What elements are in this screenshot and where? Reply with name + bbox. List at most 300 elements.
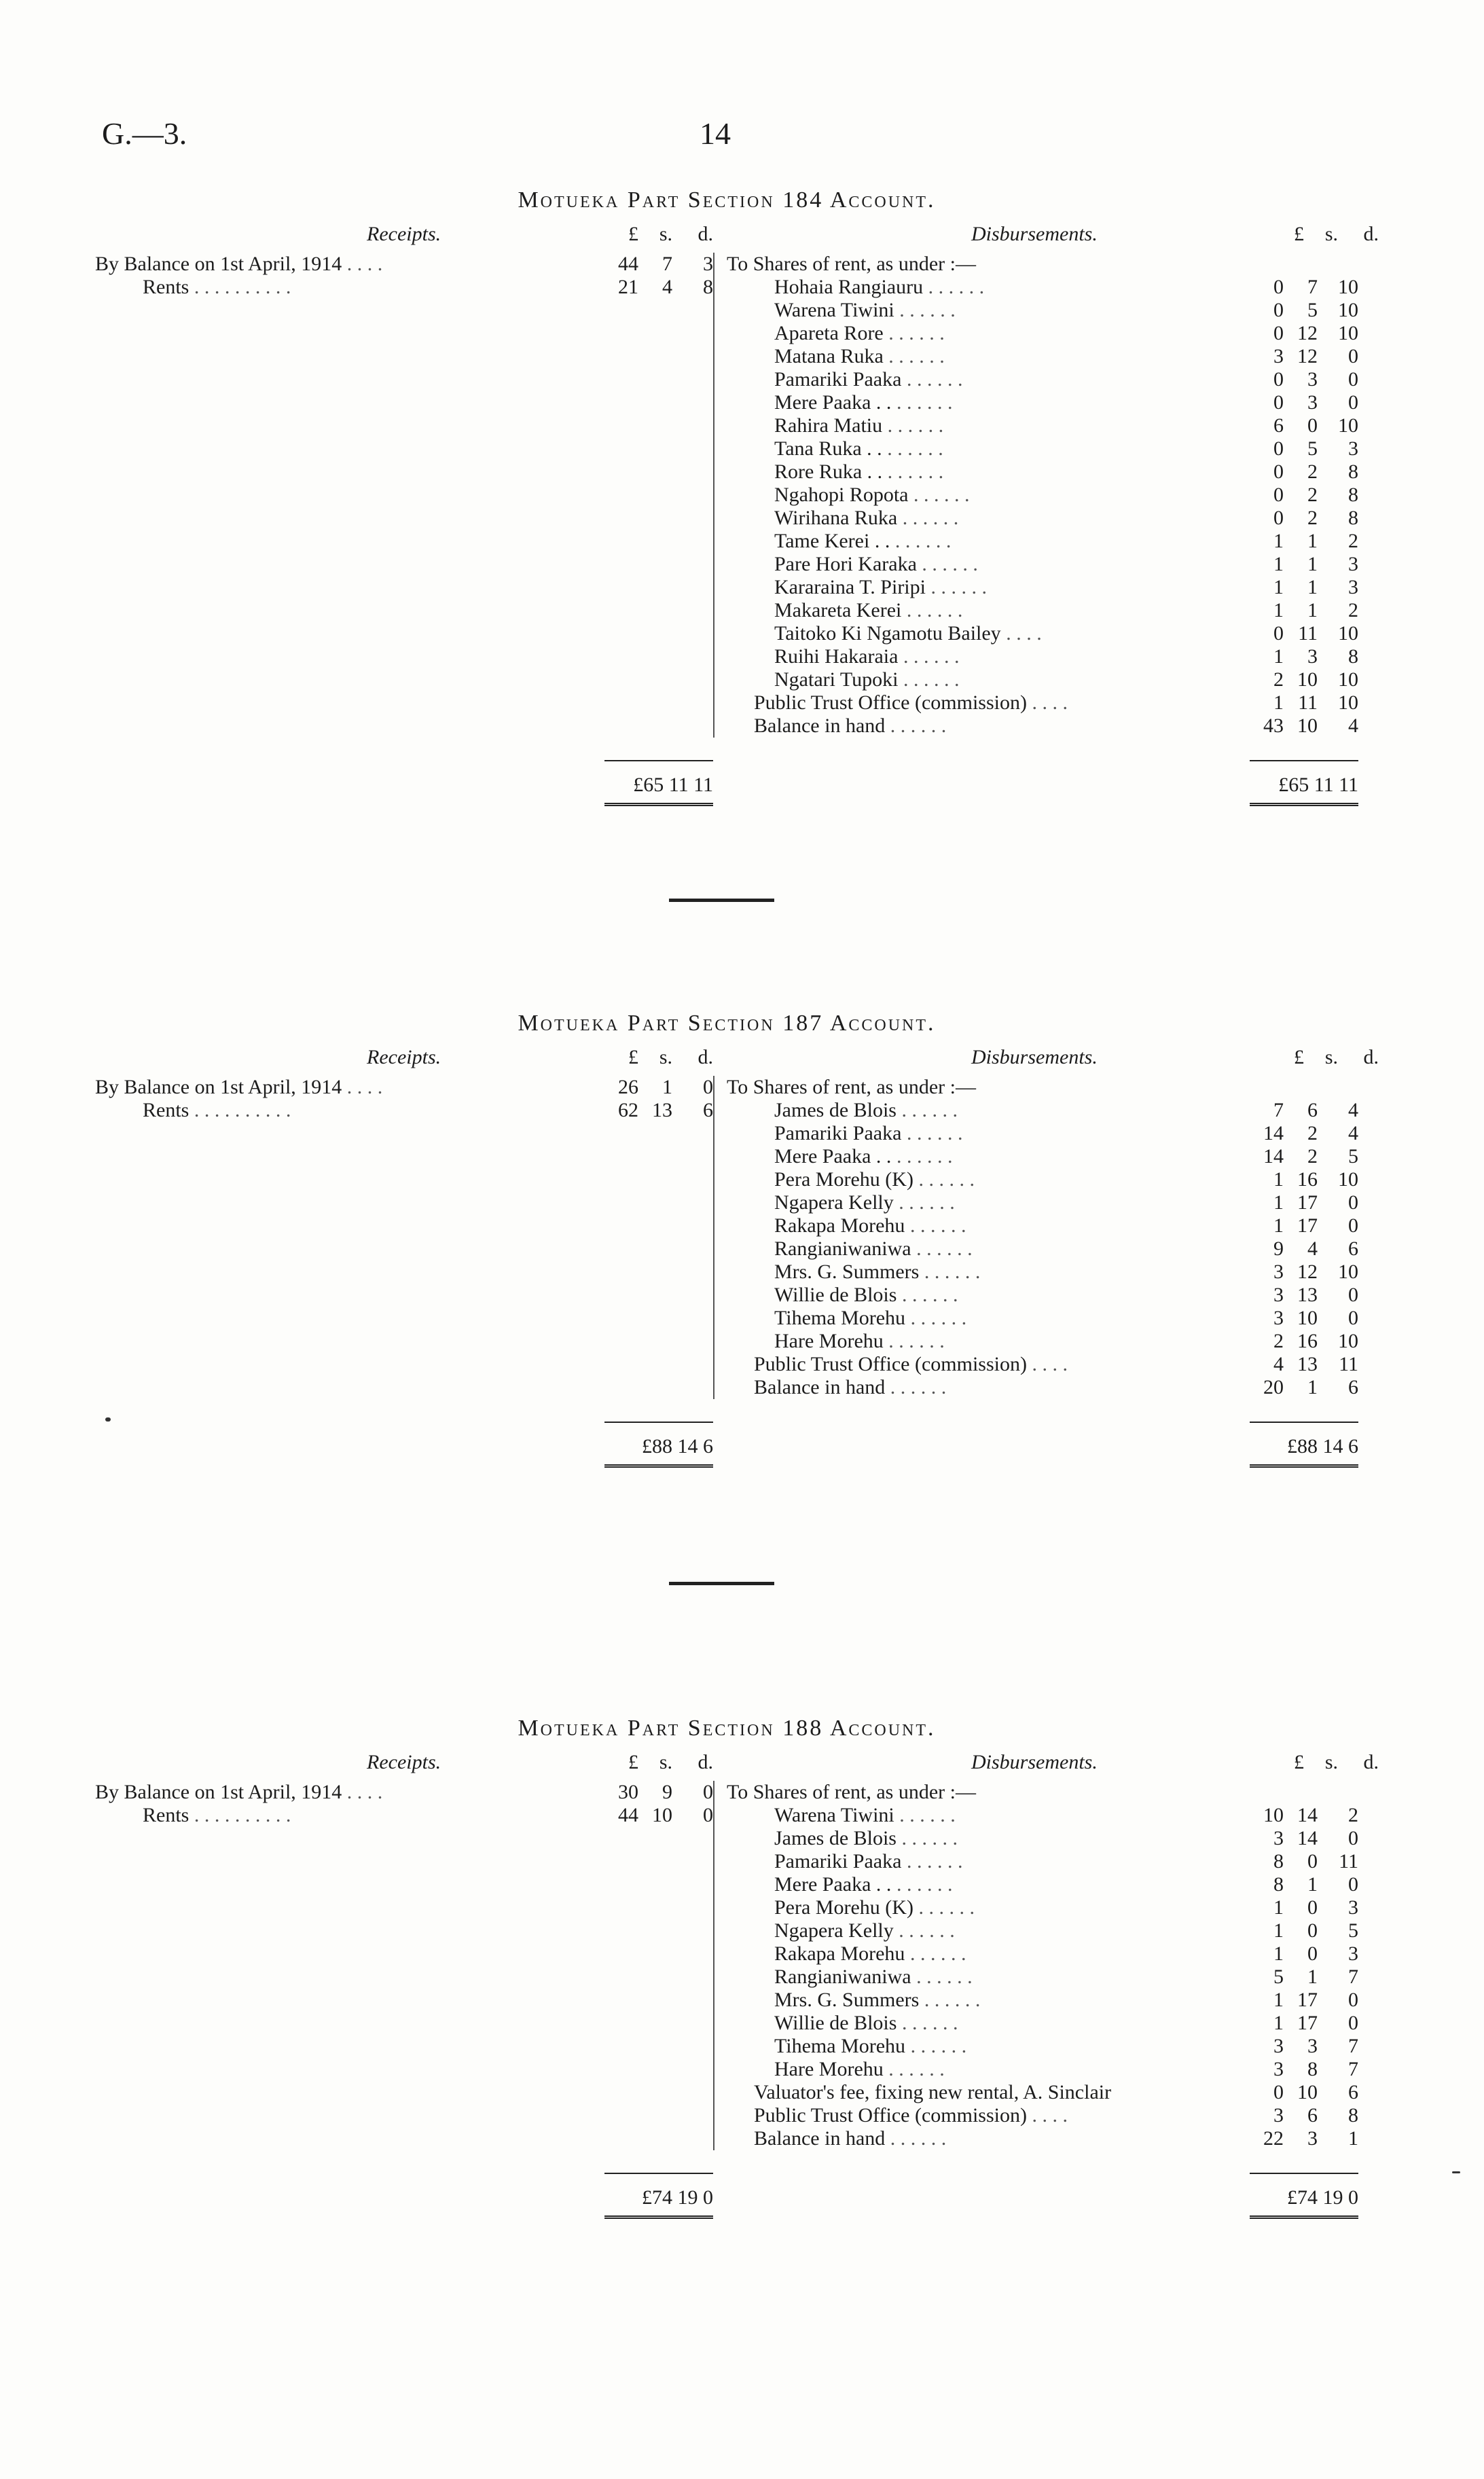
entry-name: Pamariki Paaka (774, 1850, 902, 1872)
account-section-188 (95, 1716, 1379, 2211)
amount-shillings: 17 (1297, 1214, 1318, 1237)
amount (1216, 1099, 1358, 1122)
disbursement-row (727, 1214, 1358, 1237)
amount-pence: 8 (1348, 484, 1358, 506)
entry-name: Ngatari Tupoki (774, 668, 899, 691)
amount (1216, 1804, 1358, 1827)
amount-shillings: 12 (1297, 322, 1318, 344)
section-divider (669, 1582, 774, 1585)
entry-label (727, 437, 1216, 460)
unit-pence: d. (1363, 1046, 1379, 1068)
amount (1216, 714, 1358, 738)
entry-name: Balance in hand (754, 714, 886, 737)
amount-shillings: 8 (1307, 2058, 1318, 2080)
entry-name: Rents (143, 276, 189, 298)
leader-dots: . . . . . . (911, 1237, 973, 1260)
entry-name: Rahira Matiu (774, 414, 883, 437)
amount-shillings: 2 (1307, 1145, 1318, 1168)
amount-pounds: 4 (1273, 1353, 1284, 1375)
entry-label (727, 391, 1216, 414)
amount-shillings: 1 (1307, 576, 1318, 598)
entry-label (727, 414, 1216, 437)
disbursement-summary-row (727, 2104, 1358, 2127)
unit-pence: d. (1363, 223, 1379, 245)
amount-pence: 10 (1338, 1168, 1358, 1191)
receipts-total-cell (95, 2173, 713, 2209)
amount-shillings: 3 (1307, 2127, 1318, 2150)
entry-name: Tana Ruka . . (774, 437, 882, 460)
entry-label (95, 1076, 571, 1099)
amount (1216, 530, 1358, 553)
amount (1216, 437, 1358, 460)
amount-pounds: 3 (1273, 2104, 1284, 2127)
amount-pounds: 2 (1273, 668, 1284, 691)
entry-label (727, 576, 1216, 599)
disbursement-row (727, 1307, 1358, 1330)
unit-shillings: s. (1324, 1751, 1338, 1773)
print-blemish (105, 1417, 111, 1422)
disbursement-row (727, 484, 1358, 507)
entry-name: Tihema Morehu (774, 1307, 906, 1329)
disbursement-row (727, 1827, 1358, 1850)
amount-shillings: 17 (1297, 1191, 1318, 1214)
amount (1216, 1850, 1358, 1873)
entry-name: James de Blois (774, 1827, 897, 1849)
entry-label (727, 345, 1216, 368)
disbursement-row (727, 1122, 1358, 1145)
amount-shillings: 17 (1297, 2012, 1318, 2034)
amount (1216, 1989, 1358, 2012)
receipts-column (95, 253, 713, 299)
disbursement-row (727, 622, 1358, 645)
leader-dots: . . . . . . (919, 1989, 981, 2011)
amount (1216, 2035, 1358, 2058)
amount-shillings: 1 (1307, 599, 1318, 621)
amount (1216, 1376, 1358, 1399)
amount-pence: 7 (1348, 2035, 1358, 2057)
amount-pounds: 3 (1273, 2058, 1284, 2080)
amount (1216, 553, 1358, 576)
disbursement-row (727, 1989, 1358, 2012)
disbursements-total: £74 19 0 (1250, 2173, 1358, 2209)
amount-pence: 0 (1348, 368, 1358, 391)
disbursement-summary-row (727, 1376, 1358, 1399)
entry-label (727, 1919, 1216, 1942)
leader-dots: . . . . . . (901, 1850, 963, 1872)
amount-pounds: 1 (1273, 645, 1284, 668)
amount-pence: 2 (1348, 599, 1358, 621)
amount (1216, 322, 1358, 345)
column-headings (95, 1046, 1379, 1076)
leader-dots: . . . . . . (894, 1804, 956, 1826)
amount-shillings: 10 (652, 1804, 672, 1826)
unit-pence: d. (1363, 1751, 1379, 1773)
disbursement-summary-row (727, 714, 1358, 738)
amount (1216, 507, 1358, 530)
entry-name: Apareta Rore (774, 322, 884, 344)
amount-pence: 0 (1348, 1284, 1358, 1306)
disbursement-row (727, 1261, 1358, 1284)
amount-pence: 4 (1348, 1099, 1358, 1121)
amount-shillings: 5 (1307, 437, 1318, 460)
receipts-total: £74 19 0 (604, 2173, 713, 2209)
page-number: 14 (700, 116, 731, 151)
amount-shillings: 2 (1307, 507, 1318, 529)
receipt-row (95, 1781, 713, 1804)
disbursement-row (727, 391, 1358, 414)
leader-dots: . . . . . . (905, 1942, 966, 1965)
entry-name: Makareta Kerei (774, 599, 902, 621)
unit-label-group (571, 1751, 713, 1774)
amount-pounds: 1 (1273, 553, 1284, 575)
amount-shillings: 4 (1307, 1237, 1318, 1260)
leader-dots: . . . . . . (925, 576, 987, 598)
leader-dots: . . . . . . (916, 553, 978, 575)
entry-name: Rents (143, 1099, 189, 1121)
amount-pence: 8 (703, 276, 713, 298)
entry-label (727, 1145, 1216, 1168)
amount-shillings: 16 (1297, 1168, 1318, 1191)
entry-label (727, 553, 1216, 576)
amount-shillings: 3 (1307, 645, 1318, 668)
amount-pounds: 0 (1273, 322, 1284, 344)
amount-pounds: 0 (1273, 299, 1284, 321)
amount-shillings: 0 (1307, 1850, 1318, 1872)
disbursements-total-cell (713, 2173, 1358, 2209)
print-blemish (1452, 2171, 1460, 2173)
disbursements-column (713, 1781, 1358, 2150)
disbursement-row (727, 553, 1358, 576)
amount (571, 1076, 713, 1099)
entry-name: Valuator's fee, fixing new rental, A. Sinclair (754, 2081, 1112, 2103)
leader-dots: . . . . . . (885, 714, 947, 737)
amount (1216, 1237, 1358, 1261)
entry-label (727, 1214, 1216, 1237)
unit-pounds: £ (1294, 1751, 1304, 1773)
entry-name: Mere Paaka . . (774, 1145, 892, 1168)
amount-pence: 0 (1348, 1873, 1358, 1896)
unit-shillings: s. (1324, 223, 1338, 245)
amount-shillings: 1 (1307, 1873, 1318, 1896)
amount (1216, 2012, 1358, 2035)
amount-shillings: 0 (1307, 1919, 1318, 1942)
amount (1216, 1284, 1358, 1307)
amount-pounds: 1 (1273, 530, 1284, 552)
leader-dots: . . . . . . (893, 1191, 955, 1214)
amount-shillings: 6 (1307, 2104, 1318, 2127)
entry-label (727, 2012, 1216, 2035)
receipt-row (95, 276, 713, 299)
entry-name: Mere Paaka . . (774, 391, 892, 414)
entry-name: Pamariki Paaka (774, 368, 902, 391)
amount-shillings: 1 (1307, 530, 1318, 552)
entry-name: Rore Ruka . . (774, 460, 883, 483)
entry-label (95, 276, 571, 299)
amount-pounds: 0 (1273, 460, 1284, 483)
amount-pence: 5 (1348, 1145, 1358, 1168)
leader-dots: . . . . . . (882, 414, 944, 437)
disbursement-row (727, 437, 1358, 460)
entry-label (727, 2104, 1216, 2127)
leader-dots: . . . . (342, 1781, 383, 1803)
entry-name: Willie de Blois (774, 2012, 897, 2034)
amount-pounds: 1 (1273, 1214, 1284, 1237)
leader-dots: . . . . . . (883, 345, 945, 367)
amount-pounds: 8 (1273, 1873, 1284, 1896)
entry-name: Mrs. G. Summers (774, 1989, 920, 2011)
leader-dots: . . . . . . (894, 299, 956, 321)
entry-label (727, 1896, 1216, 1919)
receipts-column (95, 1076, 713, 1122)
amount-pounds: 3 (1273, 1284, 1284, 1306)
leader-dots: . . . . . . (898, 645, 960, 668)
disbursement-row (727, 276, 1358, 299)
amount-pounds: 1 (1273, 576, 1284, 598)
amount-shillings: 17 (1297, 1989, 1318, 2011)
disbursement-row (727, 1191, 1358, 1214)
receipt-row (95, 1099, 713, 1122)
amount (1216, 576, 1358, 599)
entry-label (727, 368, 1216, 391)
leader-dots: . . . . . . (897, 1099, 958, 1121)
account-title: Motueka Part Section 187 Account. (518, 1011, 936, 1036)
entry-name: Pamariki Paaka (774, 1122, 902, 1144)
disbursement-row (727, 2035, 1358, 2058)
amount-pence: 2 (1348, 530, 1358, 552)
leader-dots: . . . . . . (923, 276, 985, 298)
amount-pounds: 26 (618, 1076, 638, 1098)
disbursement-row (727, 1168, 1358, 1191)
disbursement-row (727, 599, 1358, 622)
entry-label (727, 1191, 1216, 1214)
disbursement-row (727, 1873, 1358, 1896)
disbursement-row (727, 1942, 1358, 1966)
unit-pounds: £ (1294, 223, 1304, 245)
amount-shillings: 12 (1297, 345, 1318, 367)
amount-shillings: 0 (1307, 1942, 1318, 1965)
disbursement-intro (727, 1781, 1358, 1804)
disbursements-column (713, 253, 1358, 738)
entry-label (727, 1168, 1216, 1191)
amount-pence: 0 (703, 1781, 713, 1803)
amount (1216, 599, 1358, 622)
unit-pounds: £ (628, 1751, 638, 1773)
entry-label (727, 484, 1216, 507)
account-section-184 (95, 187, 1379, 799)
leader-dots: . . . . . . . . . . (189, 1804, 291, 1826)
amount-pence: 8 (1348, 645, 1358, 668)
amount (1216, 645, 1358, 668)
account-section-187 (95, 1011, 1379, 1460)
disbursement-row (727, 530, 1358, 553)
receipts-heading: Receipts. (367, 1046, 441, 1068)
disbursement-row (727, 1850, 1358, 1873)
leader-dots: . . . . . . (919, 1261, 981, 1283)
receipts-total: £88 14 6 (604, 1422, 713, 1458)
amount (1216, 1919, 1358, 1942)
disbursement-row (727, 2058, 1358, 2081)
receipts-heading: Receipts. (367, 1751, 441, 1773)
column-headings (95, 223, 1379, 253)
amount (1216, 2058, 1358, 2081)
unit-labels (1236, 223, 1379, 246)
entry-label (727, 2127, 1216, 2150)
entry-name: Rangianiwaniwa (774, 1237, 911, 1260)
disbursement-intro (727, 1076, 1358, 1099)
entry-name: Rents (143, 1804, 189, 1826)
leader-dots: . . . . (1026, 1353, 1068, 1375)
entry-label (727, 1850, 1216, 1873)
amount-pounds: 3 (1273, 2035, 1284, 2057)
account-totals (95, 758, 1358, 799)
entry-label (727, 299, 1216, 322)
amount-shillings: 3 (1307, 391, 1318, 414)
entry-name: Pare Hori Karaka (774, 553, 917, 575)
entry-label (727, 1966, 1216, 1989)
receipt-row (95, 1076, 713, 1099)
intro-text: To Shares of rent, as under :— (727, 1781, 976, 1803)
leader-dots: . . . . . . (897, 1827, 958, 1849)
amount (1216, 1353, 1358, 1376)
entry-label (727, 530, 1216, 553)
amount-pounds: 0 (1273, 276, 1284, 298)
amount-pounds: 6 (1273, 414, 1284, 437)
amount (571, 276, 713, 299)
amount-pounds: 62 (618, 1099, 638, 1121)
disbursement-row (727, 299, 1358, 322)
amount-shillings: 10 (1297, 2081, 1318, 2103)
entry-label (727, 276, 1216, 299)
amount-pence: 0 (1348, 2012, 1358, 2034)
amount-shillings: 11 (1298, 691, 1318, 714)
leader-dots: . . . . (342, 253, 383, 275)
amount-pence: 11 (1339, 1353, 1358, 1375)
disbursement-row (727, 576, 1358, 599)
amount (1216, 484, 1358, 507)
leader-dots: . . . . . . . . . . (189, 1099, 291, 1121)
amount-pounds: 1 (1273, 1191, 1284, 1214)
amount-pounds: 3 (1273, 1827, 1284, 1849)
entry-label (727, 1237, 1216, 1261)
entry-label (727, 1307, 1216, 1330)
receipts-total: £65 11 11 (604, 760, 713, 797)
amount-pounds: 44 (618, 1804, 638, 1826)
intro-text: To Shares of rent, as under :— (727, 253, 976, 275)
unit-shillings: s. (659, 223, 672, 245)
leader-dots: . . . . . . (890, 530, 952, 552)
disbursement-intro (727, 253, 1358, 276)
disbursement-row (727, 1237, 1358, 1261)
entry-name: Hare Morehu (774, 2058, 884, 2080)
amount-pounds: 3 (1273, 1307, 1284, 1329)
entry-name: By Balance on 1st April, 1914 (95, 1781, 342, 1803)
unit-shillings: s. (1324, 1046, 1338, 1068)
amount-pence: 10 (1338, 322, 1358, 344)
amount (1216, 1307, 1358, 1330)
amount-shillings: 2 (1307, 484, 1318, 506)
entry-label (727, 1827, 1216, 1850)
entry-label (727, 2035, 1216, 2058)
account-totals (95, 2171, 1358, 2211)
unit-shillings: s. (659, 1046, 672, 1068)
entry-name: Ngapera Kelly (774, 1919, 894, 1942)
amount-pounds: 1 (1273, 2012, 1284, 2034)
entry-name: Mrs. G. Summers (774, 1261, 920, 1283)
entry-label (727, 1099, 1216, 1122)
leader-dots: . . . . (1000, 622, 1042, 645)
amount (1216, 345, 1358, 368)
disbursement-row (727, 1804, 1358, 1827)
unit-label-group (1236, 1046, 1379, 1069)
leader-dots: . . . . . . (882, 460, 944, 483)
amount-shillings: 0 (1307, 414, 1318, 437)
entry-label (727, 1804, 1216, 1827)
amount-pence: 0 (703, 1804, 713, 1826)
leader-dots: . . . . . . (883, 2058, 945, 2080)
leader-dots: . . . . . . (913, 1168, 975, 1191)
amount (1216, 460, 1358, 484)
amount (1216, 2081, 1358, 2104)
amount (1216, 299, 1358, 322)
amount-pounds: 7 (1273, 1099, 1284, 1121)
leader-dots: . . . . . . (898, 668, 960, 691)
amount-pounds: 3 (1273, 1261, 1284, 1283)
amount-pounds: 0 (1273, 507, 1284, 529)
leader-dots: . . . . . . (905, 2035, 967, 2057)
amount (1216, 1214, 1358, 1237)
amount-pounds: 8 (1273, 1850, 1284, 1872)
amount-pence: 0 (1348, 1989, 1358, 2011)
amount-shillings: 11 (1298, 622, 1318, 645)
entry-name: James de Blois (774, 1099, 897, 1121)
disbursements-column (713, 1076, 1358, 1399)
entry-label (727, 1330, 1216, 1353)
leader-dots: . . . . . . (901, 1122, 963, 1144)
entry-name: Wirihana Ruka (774, 507, 898, 529)
amount-shillings: 5 (1307, 299, 1318, 321)
entry-name: Hare Morehu (774, 1330, 884, 1352)
amount-pounds: 1 (1273, 1919, 1284, 1942)
amount-pence: 0 (1348, 1827, 1358, 1849)
entry-name: By Balance on 1st April, 1914 (95, 253, 342, 275)
amount (1216, 391, 1358, 414)
amount-pence: 10 (1338, 691, 1358, 714)
amount-shillings: 7 (662, 253, 672, 275)
receipts-column (95, 1781, 713, 1827)
amount-shillings: 13 (1297, 1353, 1318, 1375)
amount-pence: 10 (1338, 1261, 1358, 1283)
unit-labels (1236, 1046, 1379, 1069)
amount-pence: 10 (1338, 299, 1358, 321)
disbursements-total-cell (713, 1422, 1358, 1458)
unit-pounds: £ (1294, 1046, 1304, 1068)
unit-pence: d. (698, 1751, 713, 1773)
amount-shillings: 14 (1297, 1804, 1318, 1826)
leader-dots: . . . . . . (901, 368, 963, 391)
entry-name: Public Trust Office (commission) (754, 2104, 1027, 2127)
amount-pence: 4 (1348, 1122, 1358, 1144)
amount-pence: 3 (1348, 1896, 1358, 1919)
amount-pence: 11 (1339, 1850, 1358, 1872)
disbursements-total: £88 14 6 (1250, 1422, 1358, 1458)
disbursements-total-cell (713, 760, 1358, 797)
amount-pence: 8 (1348, 460, 1358, 483)
entry-label (727, 2081, 1216, 2104)
amount-pence: 3 (1348, 437, 1358, 460)
unit-labels (571, 223, 767, 246)
leader-dots: . . . . . . . . . . (189, 276, 291, 298)
amount-shillings: 13 (652, 1099, 672, 1121)
